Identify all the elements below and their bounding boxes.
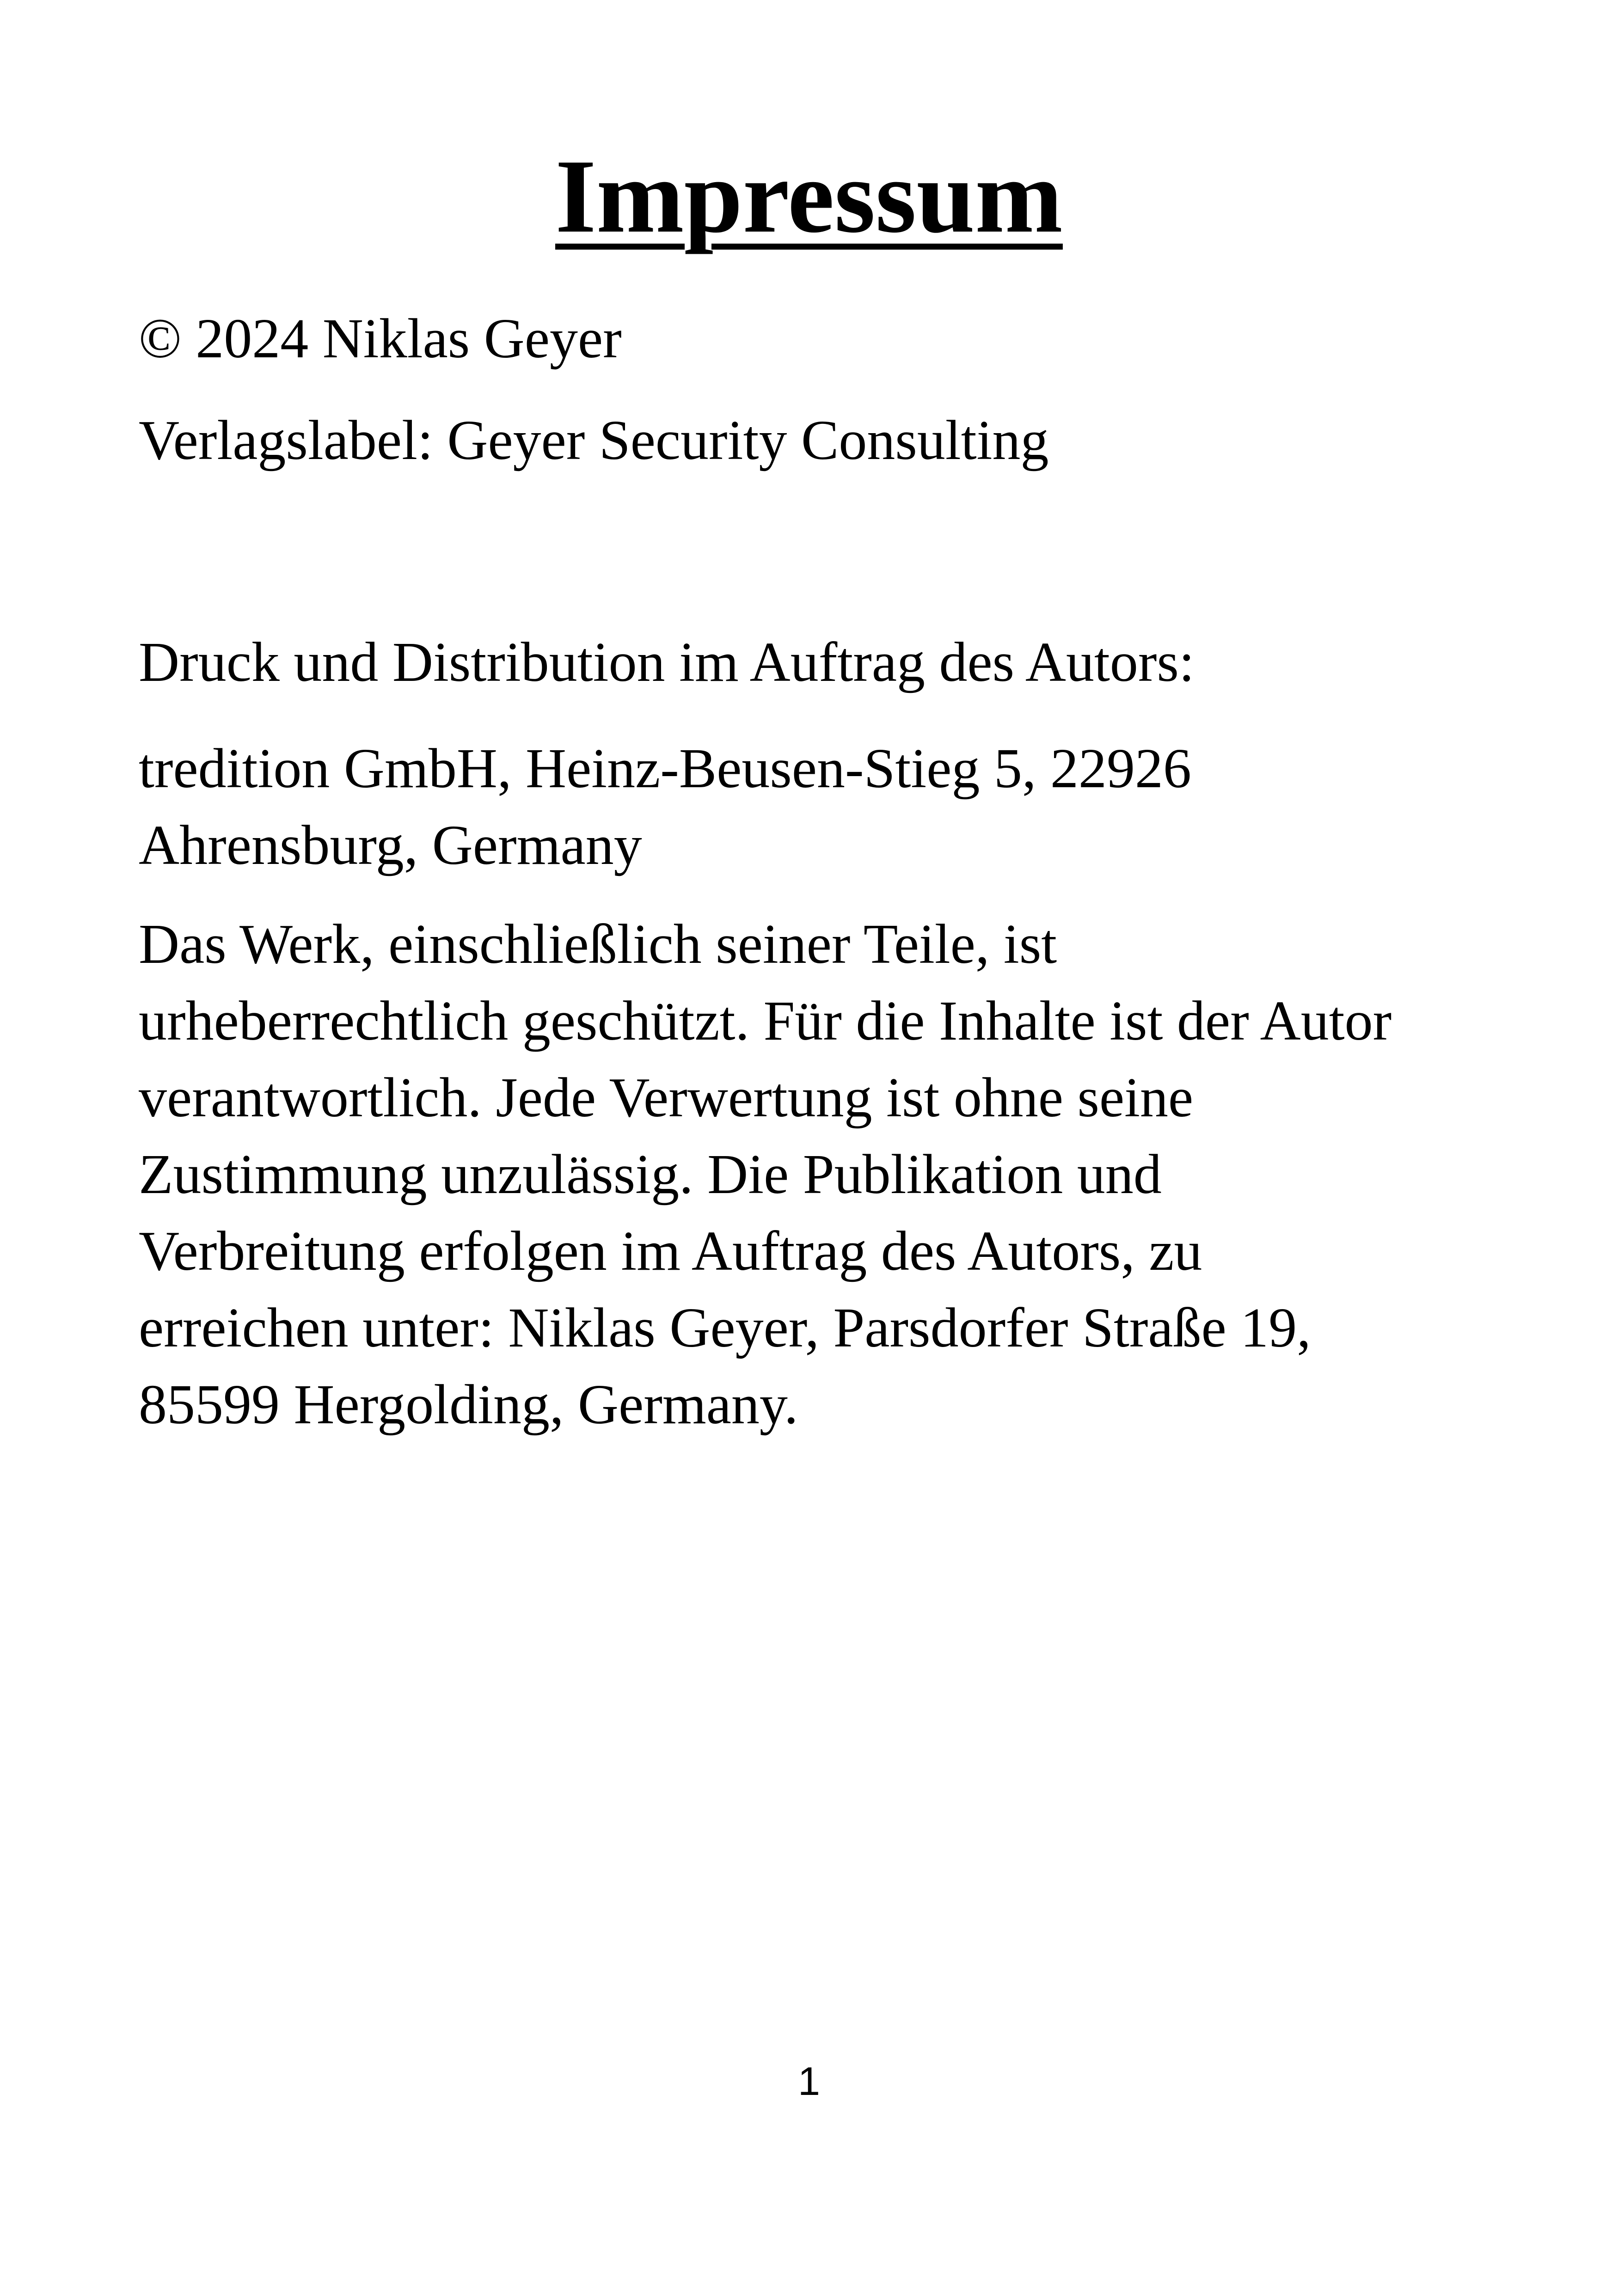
printer-address bbox=[139, 730, 1502, 884]
statement-line: Verbreitung erfolgen im Auftrag des Autors, zu bbox=[139, 1220, 1202, 1282]
copyright-statement bbox=[139, 906, 1502, 1443]
page-title: Impressum bbox=[555, 138, 1063, 255]
statement-line: Das Werk, einschließlich seiner Teile, ist bbox=[139, 913, 1057, 975]
page-number: 1 bbox=[798, 2059, 820, 2104]
print-distribution-heading: Druck und Distribution im Auftrag des Autors: bbox=[139, 631, 1195, 693]
address-line: tredition GmbH, Heinz-Beusen-Stieg 5, 22926 bbox=[139, 737, 1191, 800]
statement-line: erreichen unter: Niklas Geyer, Parsdorfer Straße 19, bbox=[139, 1297, 1311, 1359]
statement-line: Zustimmung unzulässig. Die Publikation und bbox=[139, 1143, 1162, 1206]
statement-line: 85599 Hergolding, Germany. bbox=[139, 1373, 798, 1436]
statement-line: urheberrechtlich geschützt. Für die Inhalte ist der Autor bbox=[139, 990, 1392, 1052]
publisher-label: Verlagslabel: Geyer Security Consulting bbox=[139, 409, 1049, 471]
statement-line: verantwortlich. Jede Verwertung ist ohne seine bbox=[139, 1066, 1194, 1129]
copyright-notice: © 2024 Niklas Geyer bbox=[139, 307, 622, 370]
address-line: Ahrensburg, Germany bbox=[139, 814, 642, 876]
